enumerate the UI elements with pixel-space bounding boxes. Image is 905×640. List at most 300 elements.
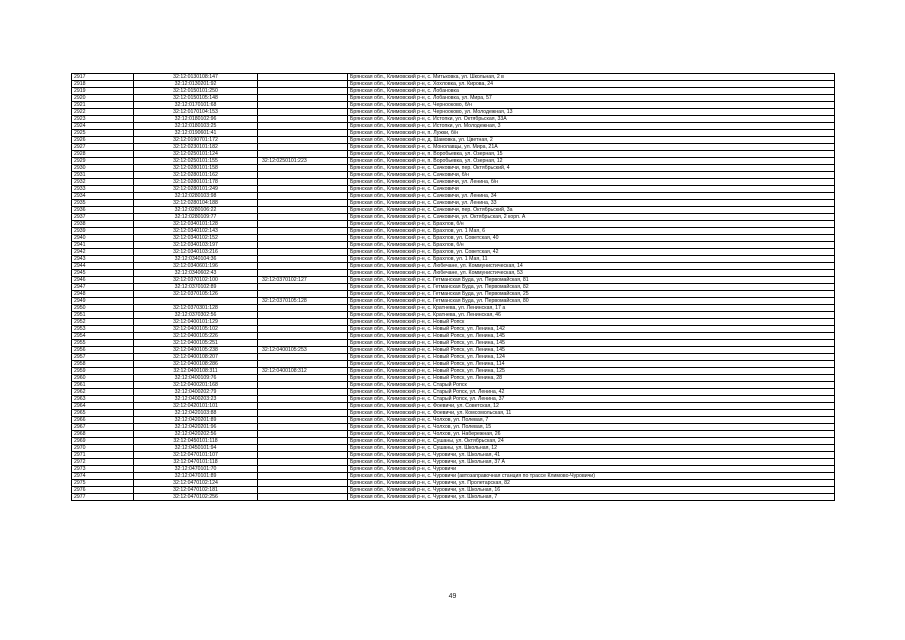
cadastral-number-cell: 32:12:0170104:153 (134, 109, 258, 116)
linked-cadastral-number-cell (258, 466, 348, 473)
linked-cadastral-number-cell (258, 179, 348, 186)
cadastral-number-cell: 32:12:0280104:188 (134, 200, 258, 207)
cadastral-number-cell: 32:12:0280109:77 (134, 214, 258, 221)
linked-cadastral-number-cell: 32:12:0370105:128 (258, 298, 348, 305)
table-row (72, 172, 835, 179)
cadastral-number-cell: 32:12:0400109:76 (134, 375, 258, 382)
address-cell: Брянская обл., Климовский р-н, с. Чолхов, ул. Набережная, 26 (348, 431, 835, 438)
address-cell: Брянская обл., Климовский р-н, с. Кратнева, ул. Ленинская, 17 а (348, 305, 835, 312)
row-number-cell: 2967 (72, 424, 134, 431)
cadastral-number-cell: 32:12:0340601:196 (134, 263, 258, 270)
linked-cadastral-number-cell: 32:12:0250101:223 (258, 158, 348, 165)
row-number-cell: 2932 (72, 179, 134, 186)
row-number-cell: 2919 (72, 88, 134, 95)
cadastral-number-cell: 32:12:0420103:88 (134, 410, 258, 417)
linked-cadastral-number-cell (258, 200, 348, 207)
row-number-cell: 2969 (72, 438, 134, 445)
linked-cadastral-number-cell (258, 452, 348, 459)
table-row (72, 291, 835, 298)
row-number-cell: 2942 (72, 249, 134, 256)
address-cell: Брянская обл., Климовский р-н, с. Чернооково, б/н (348, 102, 835, 109)
table-row (72, 417, 835, 424)
row-number-cell: 2961 (72, 382, 134, 389)
row-number-cell: 2943 (72, 256, 134, 263)
table-row (72, 480, 835, 487)
address-cell: Брянская обл., Климовский р-н, с. Новый Ропск, ул. Ленина, 114 (348, 361, 835, 368)
row-number-cell: 2928 (72, 151, 134, 158)
linked-cadastral-number-cell (258, 354, 348, 361)
address-cell: Брянская обл., Климовский р-н, с. Сачковичи, ул. Ленина, 33 (348, 200, 835, 207)
linked-cadastral-number-cell (258, 193, 348, 200)
table-row (72, 340, 835, 347)
linked-cadastral-number-cell (258, 459, 348, 466)
address-cell: Брянская обл., Климовский р-н, с. Сачковичи (348, 186, 835, 193)
address-cell: Брянская обл., Климовский р-н, с. Чолхов, ул. Полевая, 15 (348, 424, 835, 431)
cadastral-number-cell: 32:12:0340102:152 (134, 235, 258, 242)
table-row (72, 445, 835, 452)
row-number-cell: 2924 (72, 123, 134, 130)
address-cell: Брянская обл., Климовский р-н, с. Фоевичи, ул. Советская, 12 (348, 403, 835, 410)
linked-cadastral-number-cell (258, 417, 348, 424)
row-number-cell: 2920 (72, 95, 134, 102)
address-cell: Брянская обл., Климовский р-н, д. Шамовка, ул. Цветная, 2 (348, 137, 835, 144)
linked-cadastral-number-cell (258, 256, 348, 263)
address-cell: Брянская обл., Климовский р-н, с. Чуровичи, ул. Пролетарская, 82 (348, 480, 835, 487)
cadastral-number-cell: 32:12:0370102:100 (134, 277, 258, 284)
row-number-cell: 2973 (72, 466, 134, 473)
row-number-cell: 2934 (72, 193, 134, 200)
table-row (72, 277, 835, 284)
row-number-cell: 2957 (72, 354, 134, 361)
row-number-cell: 2976 (72, 487, 134, 494)
row-number-cell: 2955 (72, 340, 134, 347)
row-number-cell: 2918 (72, 81, 134, 88)
address-cell: Брянская обл., Климовский р-н, с. Митьковка, ул. Школьная, 2 в (348, 74, 835, 81)
row-number-cell: 2971 (72, 452, 134, 459)
table-row (72, 333, 835, 340)
table-row (72, 186, 835, 193)
linked-cadastral-number-cell (258, 221, 348, 228)
linked-cadastral-number-cell (258, 88, 348, 95)
row-number-cell: 2964 (72, 403, 134, 410)
table-row (72, 375, 835, 382)
row-number-cell: 2954 (72, 333, 134, 340)
table-row (72, 242, 835, 249)
cadastral-number-cell: 32:12:0190601:41 (134, 130, 258, 137)
address-cell: Брянская обл., Климовский р-н, с. Новый Ропск, ул. Ленина, 28 (348, 375, 835, 382)
cadastral-number-cell: 32:12:0340102:143 (134, 228, 258, 235)
linked-cadastral-number-cell (258, 242, 348, 249)
table-row (72, 354, 835, 361)
cadastral-number-cell: 32:12:0340602:43 (134, 270, 258, 277)
cadastral-number-cell: 32:12:0180103:25 (134, 123, 258, 130)
linked-cadastral-number-cell (258, 445, 348, 452)
linked-cadastral-number-cell (258, 186, 348, 193)
address-cell: Брянская обл., Климовский р-н, с. Фоевичи, ул. Комсомольская, 11 (348, 410, 835, 417)
address-cell: Брянская обл., Климовский р-н, с. Брахлов, б/н (348, 221, 835, 228)
address-cell: Брянская обл., Климовский р-н, с. Сушаны, ул. Октябрьская, 24 (348, 438, 835, 445)
table-row (72, 249, 835, 256)
table-row (72, 81, 835, 88)
linked-cadastral-number-cell (258, 487, 348, 494)
row-number-cell: 2944 (72, 263, 134, 270)
row-number-cell: 2948 (72, 291, 134, 298)
address-cell: Брянская обл., Климовский р-н, с. Гетманская Буда, ул. Первомайская, 80 (348, 298, 835, 305)
linked-cadastral-number-cell (258, 410, 348, 417)
cadastral-number-cell: 32:12:0400202:79 (134, 389, 258, 396)
address-cell: Брянская обл., Климовский р-н, с. Сушаны, ул. Школьная, 12 (348, 445, 835, 452)
table-row (72, 235, 835, 242)
row-number-cell: 2921 (72, 102, 134, 109)
table-row (72, 396, 835, 403)
cadastral-number-cell: 32:12:0420202:56 (134, 431, 258, 438)
linked-cadastral-number-cell (258, 431, 348, 438)
table-row (72, 270, 835, 277)
row-number-cell: 2929 (72, 158, 134, 165)
table-row (72, 466, 835, 473)
linked-cadastral-number-cell (258, 74, 348, 81)
cadastral-number-cell: 32:12:0370105:126 (134, 291, 258, 298)
linked-cadastral-number-cell (258, 382, 348, 389)
cadastral-number-cell: 32:12:0400101:129 (134, 319, 258, 326)
row-number-cell: 2947 (72, 284, 134, 291)
table-row (72, 361, 835, 368)
address-cell: Брянская обл., Климовский р-н, с. Новый Ропск, ул. Ленина, 124 (348, 354, 835, 361)
table-row (72, 382, 835, 389)
row-number-cell: 2970 (72, 445, 134, 452)
linked-cadastral-number-cell (258, 151, 348, 158)
table-row (72, 109, 835, 116)
cadastral-number-cell: 32:12:0280101:158 (134, 165, 258, 172)
linked-cadastral-number-cell (258, 494, 348, 501)
linked-cadastral-number-cell (258, 165, 348, 172)
row-number-cell: 2950 (72, 305, 134, 312)
linked-cadastral-number-cell (258, 214, 348, 221)
cadastral-number-cell: 32:12:0400105:102 (134, 326, 258, 333)
address-cell: Брянская обл., Климовский р-н, с. Любечане, ул. Коммунистическая, 53 (348, 270, 835, 277)
linked-cadastral-number-cell (258, 130, 348, 137)
linked-cadastral-number-cell (258, 291, 348, 298)
row-number-cell: 2975 (72, 480, 134, 487)
address-cell: Брянская обл., Климовский р-н, с. Чуровичи, ул. Школьная, 7 (348, 494, 835, 501)
cadastral-number-cell: 32:12:0370102:89 (134, 284, 258, 291)
cadastral-number-cell: 32:12:0190701:172 (134, 137, 258, 144)
linked-cadastral-number-cell (258, 249, 348, 256)
table-row (72, 193, 835, 200)
cadastral-number-cell: 32:12:0280101:178 (134, 179, 258, 186)
row-number-cell: 2933 (72, 186, 134, 193)
cadastral-number-cell: 32:12:0400203:23 (134, 396, 258, 403)
cadastral-number-cell: 32:12:0340101:128 (134, 221, 258, 228)
linked-cadastral-number-cell (258, 319, 348, 326)
row-number-cell: 2958 (72, 361, 134, 368)
cadastral-number-cell: 32:12:0130108:147 (134, 74, 258, 81)
linked-cadastral-number-cell (258, 305, 348, 312)
address-cell: Брянская обл., Климовский р-н, с. Любечане, ул. Коммунистическая, 14 (348, 263, 835, 270)
linked-cadastral-number-cell (258, 207, 348, 214)
row-number-cell: 2936 (72, 207, 134, 214)
table-row (72, 200, 835, 207)
table-row (72, 452, 835, 459)
row-number-cell: 2949 (72, 298, 134, 305)
address-cell: Брянская обл., Климовский р-н, с. Новый Ропск, ул. Ленина, 145 (348, 333, 835, 340)
address-cell: Брянская обл., Климовский р-н, п. Воробьевка, ул. Озерная, 12 (348, 158, 835, 165)
cadastral-number-cell (134, 298, 258, 305)
linked-cadastral-number-cell (258, 361, 348, 368)
row-number-cell: 2952 (72, 319, 134, 326)
linked-cadastral-number-cell (258, 284, 348, 291)
linked-cadastral-number-cell (258, 326, 348, 333)
table-body (72, 74, 835, 501)
table-row (72, 319, 835, 326)
address-cell: Брянская обл., Климовский р-н, с. Старый Ропск, ул. Ленина, 42 (348, 389, 835, 396)
cadastral-number-cell: 32:12:0150105:148 (134, 95, 258, 102)
linked-cadastral-number-cell (258, 137, 348, 144)
table-row (72, 74, 835, 81)
page-number: 49 (448, 593, 457, 600)
table-row (72, 151, 835, 158)
address-cell: Брянская обл., Климовский р-н, с. Истопки, ул. Молодежная, 3 (348, 123, 835, 130)
address-cell: Брянская обл., Климовский р-н, с. Сачковичи, ул. Ленина, 34 (348, 193, 835, 200)
address-cell: Брянская обл., Климовский р-н, с. Чернооково, ул. Молодежная, 13 (348, 109, 835, 116)
cadastral-number-cell: 32:12:0470102:124 (134, 480, 258, 487)
table-row (72, 473, 835, 480)
cadastral-number-cell: 32:12:0340104:36 (134, 256, 258, 263)
cadastral-number-cell: 32:12:0400108:286 (134, 361, 258, 368)
row-number-cell: 2923 (72, 116, 134, 123)
linked-cadastral-number-cell (258, 312, 348, 319)
address-cell: Брянская обл., Климовский р-н, с. Чуровичи (348, 466, 835, 473)
linked-cadastral-number-cell (258, 172, 348, 179)
address-cell: Брянская обл., Климовский р-н, с. Чуровичи, ул. Школьная, 16 (348, 487, 835, 494)
cadastral-number-cell: 32:12:0470101:107 (134, 452, 258, 459)
cadastral-number-cell: 32:12:0370301:128 (134, 305, 258, 312)
row-number-cell: 2926 (72, 137, 134, 144)
address-cell: Брянская обл., Климовский р-н, с. Новый Ропск, ул. Ленина, 145 (348, 340, 835, 347)
linked-cadastral-number-cell (258, 270, 348, 277)
table-row (72, 312, 835, 319)
table-row (72, 424, 835, 431)
address-cell: Брянская обл., Климовский р-н, с. Новый Ропск (348, 319, 835, 326)
address-cell: Брянская обл., Климовский р-н, п. Воробьевка, ул. Озерная, 15 (348, 151, 835, 158)
linked-cadastral-number-cell (258, 389, 348, 396)
linked-cadastral-number-cell (258, 235, 348, 242)
table-row (72, 214, 835, 221)
table-row (72, 389, 835, 396)
table-row (72, 298, 835, 305)
cadastral-number-cell: 32:12:0400105:226 (134, 333, 258, 340)
table-row (72, 347, 835, 354)
linked-cadastral-number-cell (258, 403, 348, 410)
cadastral-number-cell: 32:12:0250101:124 (134, 151, 258, 158)
address-cell: Брянская обл., Климовский р-н, с. Сачковичи, ул. Октябрьская, 2 корп. А (348, 214, 835, 221)
table-row (72, 487, 835, 494)
row-number-cell: 2917 (72, 74, 134, 81)
cadastral-number-cell: 32:12:0340103:216 (134, 249, 258, 256)
row-number-cell: 2925 (72, 130, 134, 137)
row-number-cell: 2956 (72, 347, 134, 354)
row-number-cell: 2965 (72, 410, 134, 417)
table-row (72, 137, 835, 144)
linked-cadastral-number-cell: 32:12:0400105:253 (258, 347, 348, 354)
address-cell: Брянская обл., Климовский р-н, с. Гетманская Буда, ул. Первомайская, 81 (348, 277, 835, 284)
table-row (72, 410, 835, 417)
address-cell: Брянская обл., Климовский р-н, с. Сачковичи, б/н (348, 172, 835, 179)
table-row (72, 130, 835, 137)
cadastral-number-cell: 32:12:0450101:118 (134, 438, 258, 445)
address-cell: Брянская обл., Климовский р-н, с. Лобановка (348, 88, 835, 95)
linked-cadastral-number-cell (258, 424, 348, 431)
address-cell: Брянская обл., Климовский р-н, с. Брахлов, ул. 1 Мая, 6 (348, 228, 835, 235)
table-row (72, 263, 835, 270)
address-cell: Брянская обл., Климовский р-н, с. Новый Ропск, ул. Ленина, 145 (348, 347, 835, 354)
linked-cadastral-number-cell (258, 396, 348, 403)
cadastral-number-cell: 32:12:0280101:249 (134, 186, 258, 193)
row-number-cell: 2946 (72, 277, 134, 284)
linked-cadastral-number-cell (258, 333, 348, 340)
row-number-cell: 2953 (72, 326, 134, 333)
table-row (72, 88, 835, 95)
address-cell: Брянская обл., Климовский р-н, с. Гетманская Буда, ул. Первомайская, 25 (348, 291, 835, 298)
cadastral-number-cell: 32:12:0400108:311 (134, 368, 258, 375)
table-row (72, 123, 835, 130)
linked-cadastral-number-cell (258, 102, 348, 109)
cadastral-number-cell: 32:12:0450101:94 (134, 445, 258, 452)
linked-cadastral-number-cell (258, 123, 348, 130)
linked-cadastral-number-cell (258, 95, 348, 102)
row-number-cell: 2939 (72, 228, 134, 235)
address-cell: Брянская обл., Климовский р-н, с. Сачковичи, пер. Октябрьский, 4 (348, 165, 835, 172)
address-cell: Брянская обл., Климовский р-н, с. Гетманская Буда, ул. Первомайская, 82 (348, 284, 835, 291)
cadastral-number-cell: 32:12:0470101:89 (134, 473, 258, 480)
row-number-cell: 2966 (72, 417, 134, 424)
table-row (72, 403, 835, 410)
cadastral-number-cell: 32:12:0280106:22 (134, 207, 258, 214)
address-cell: Брянская обл., Климовский р-н, с. Чуровичи, ул. Школьная, 37 А (348, 459, 835, 466)
table-row (72, 256, 835, 263)
cadastral-number-cell: 32:12:0400201:168 (134, 382, 258, 389)
cadastral-number-cell: 32:12:0370302:56 (134, 312, 258, 319)
cadastral-number-cell: 32:12:0280101:162 (134, 172, 258, 179)
table-row (72, 158, 835, 165)
cadastral-number-cell: 32:12:0400105:251 (134, 340, 258, 347)
linked-cadastral-number-cell (258, 228, 348, 235)
address-cell: Брянская обл., Климовский р-н, с. Истопки, ул. Октябрьская, 33А (348, 116, 835, 123)
linked-cadastral-number-cell (258, 340, 348, 347)
linked-cadastral-number-cell (258, 263, 348, 270)
table-row (72, 305, 835, 312)
row-number-cell: 2930 (72, 165, 134, 172)
cadastral-number-cell: 32:12:0230101:182 (134, 144, 258, 151)
row-number-cell: 2945 (72, 270, 134, 277)
linked-cadastral-number-cell: 32:12:0370102:127 (258, 277, 348, 284)
address-cell: Брянская обл., Климовский р-н, с. Хохловка, ул. Кирова, 24 (348, 81, 835, 88)
table-row (72, 95, 835, 102)
cadastral-number-cell: 32:12:0180102:96 (134, 116, 258, 123)
address-cell: Брянская обл., Климовский р-н, с. Брахлов, ул. 1 Мая, 11 (348, 256, 835, 263)
address-cell: Брянская обл., Климовский р-н, с. Лобановка, ул. Мира, 57 (348, 95, 835, 102)
table-row (72, 116, 835, 123)
row-number-cell: 2968 (72, 431, 134, 438)
address-cell: Брянская обл., Климовский р-н, с. Новый Ропск, ул. Ленина, 142 (348, 326, 835, 333)
row-number-cell: 2977 (72, 494, 134, 501)
address-cell: Брянская обл., Климовский р-н, с. Сачковичи, ул. Ленина, б/н (348, 179, 835, 186)
cadastral-number-cell: 32:12:0420101:101 (134, 403, 258, 410)
row-number-cell: 2937 (72, 214, 134, 221)
address-cell: Брянская обл., Климовский р-н, с. Новый Ропск, ул. Ленина, 125 (348, 368, 835, 375)
table-row (72, 165, 835, 172)
cadastral-number-cell: 32:12:0420201:89 (134, 417, 258, 424)
table-row (72, 207, 835, 214)
cadastral-number-cell: 32:12:0400105:238 (134, 347, 258, 354)
cadastral-number-cell: 32:12:0280103:98 (134, 193, 258, 200)
linked-cadastral-number-cell: 32:12:0400108:312 (258, 368, 348, 375)
cadastral-number-cell: 32:12:0130201:92 (134, 81, 258, 88)
linked-cadastral-number-cell (258, 480, 348, 487)
row-number-cell: 2940 (72, 235, 134, 242)
table-row (72, 102, 835, 109)
row-number-cell: 2960 (72, 375, 134, 382)
row-number-cell: 2935 (72, 200, 134, 207)
cadastral-number-cell: 32:12:0470102:181 (134, 487, 258, 494)
table-row (72, 179, 835, 186)
row-number-cell: 2938 (72, 221, 134, 228)
address-cell: Брянская обл., Климовский р-н, с. Старый Ропск, ул. Ленина, 37 (348, 396, 835, 403)
table-row (72, 438, 835, 445)
row-number-cell: 2941 (72, 242, 134, 249)
table-row (72, 459, 835, 466)
address-cell: Брянская обл., Климовский р-н, с. Чуровичи (автозаправочная станция по трассе Климово-Чуровичи) (348, 473, 835, 480)
address-cell: Брянская обл., Климовский р-н, с. Брахлов, ул. Советская, 40 (348, 235, 835, 242)
linked-cadastral-number-cell (258, 116, 348, 123)
address-cell: Брянская обл., Климовский р-н, с. Монолавцы, ул. Мира, 21А (348, 144, 835, 151)
row-number-cell: 2962 (72, 389, 134, 396)
cadastral-number-cell: 32:12:0470101:118 (134, 459, 258, 466)
address-cell: Брянская обл., Климовский р-н, с. Кратнева, ул. Ленинская, 46 (348, 312, 835, 319)
row-number-cell: 2922 (72, 109, 134, 116)
table-row (72, 144, 835, 151)
row-number-cell: 2963 (72, 396, 134, 403)
address-cell: Брянская обл., Климовский р-н, с. Брахлов, ул. Советская, 42 (348, 249, 835, 256)
linked-cadastral-number-cell (258, 438, 348, 445)
row-number-cell: 2927 (72, 144, 134, 151)
table-row (72, 494, 835, 501)
cadastral-number-cell: 32:12:0420201:96 (134, 424, 258, 431)
row-number-cell: 2951 (72, 312, 134, 319)
table-row (72, 221, 835, 228)
table-row (72, 284, 835, 291)
cadastral-number-cell: 32:12:0250101:155 (134, 158, 258, 165)
row-number-cell: 2959 (72, 368, 134, 375)
cadastral-number-cell: 32:12:0400108:207 (134, 354, 258, 361)
address-cell: Брянская обл., Климовский р-н, с. Чуровичи, ул. Школьная, 41 (348, 452, 835, 459)
data-table (71, 73, 835, 501)
linked-cadastral-number-cell (258, 144, 348, 151)
address-cell: Брянская обл., Климовский р-н, с. Старый Ропск (348, 382, 835, 389)
table-row (72, 368, 835, 375)
address-cell: Брянская обл., Климовский р-н, с. Чолхов, ул. Полевая, 7 (348, 417, 835, 424)
linked-cadastral-number-cell (258, 81, 348, 88)
row-number-cell: 2974 (72, 473, 134, 480)
address-cell: Брянская обл., Климовский р-н, п. Лужки, б/н (348, 130, 835, 137)
linked-cadastral-number-cell (258, 375, 348, 382)
linked-cadastral-number-cell (258, 109, 348, 116)
address-cell: Брянская обл., Климовский р-н, с. Брахлов, б/н (348, 242, 835, 249)
address-cell: Брянская обл., Климовский р-н, с. Сачковичи, пер. Октябрьский, 3а (348, 207, 835, 214)
cadastral-number-cell: 32:12:0150101:250 (134, 88, 258, 95)
linked-cadastral-number-cell (258, 473, 348, 480)
row-number-cell: 2931 (72, 172, 134, 179)
